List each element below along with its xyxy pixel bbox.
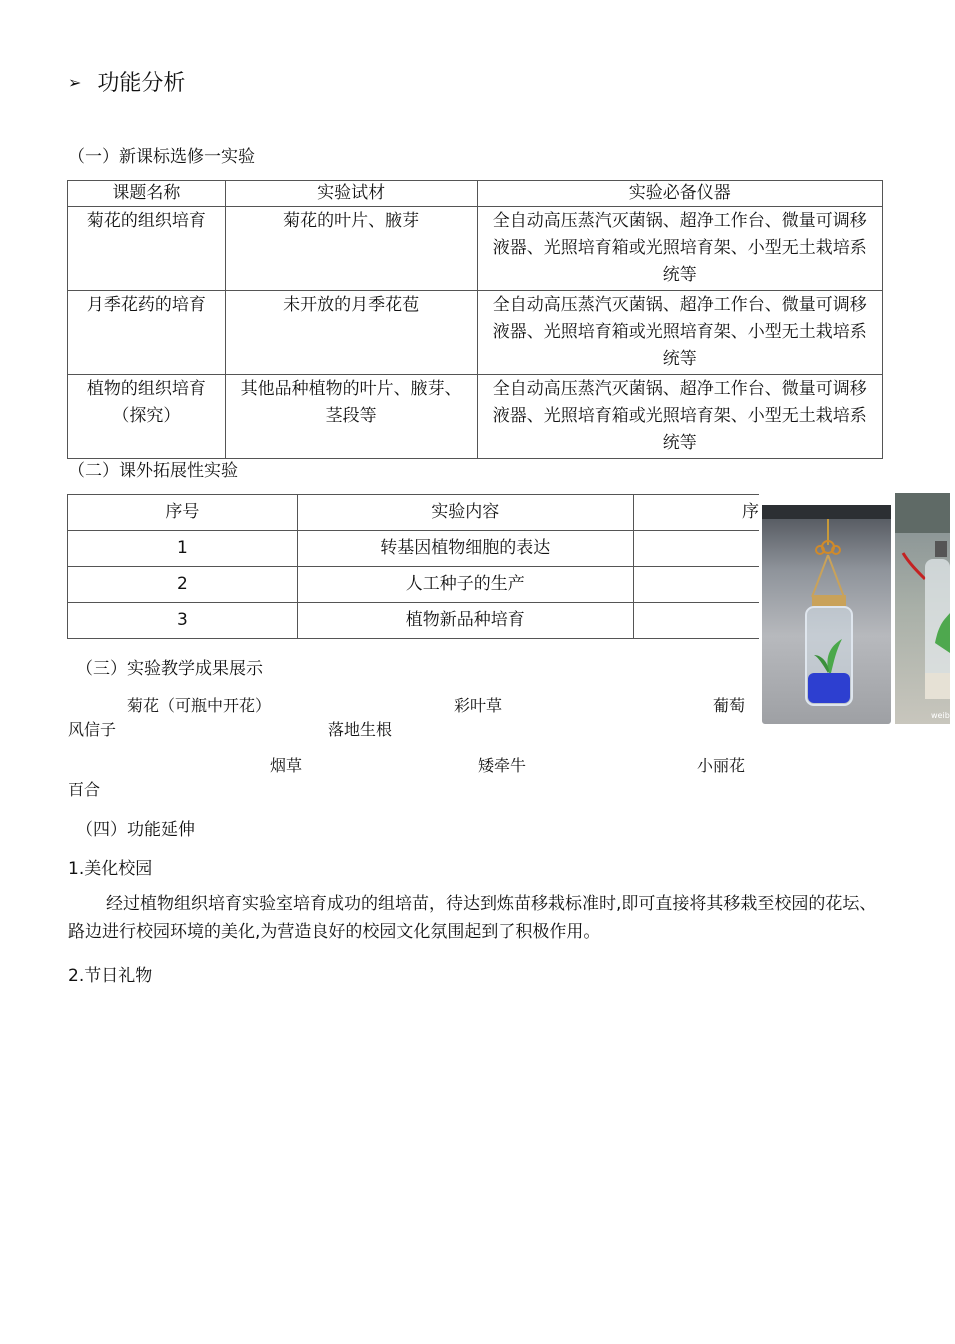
arrow-bullet-icon: ➢ xyxy=(68,73,82,92)
item1-paragraph: 经过植物组织培育实验室培育成功的组培苗，待达到炼苗移栽标准时,即可直接将其移栽至校园的花坛、路边进行校园环境的美化,为营造良好的校园文化氛围起到了积极作用。 xyxy=(68,894,877,942)
topic-cell: 菊花的组织培育 xyxy=(68,207,226,291)
material-cell: 其他品种植物的叶片、腋芽、茎段等 xyxy=(225,375,477,459)
material-cell: 菊花的叶片、腋芽 xyxy=(225,207,477,291)
terrarium-photo xyxy=(895,493,955,724)
instrument-cell: 全自动高压蒸汽灭菌锅、超净工作台、微量可调移液器、光照培育箱或光照培育架、小型无土栽培系统等 xyxy=(477,207,882,291)
topic-cell: 月季花药的培育 xyxy=(68,291,226,375)
topic-cell: 植物的组织培育（探究） xyxy=(68,375,226,459)
section4-heading: （四）功能延伸 xyxy=(76,820,195,840)
instrument-cell: 全自动高压蒸汽灭菌锅、超净工作台、微量可调移液器、光照培育箱或光照培育架、小型无土栽培系统等 xyxy=(477,375,882,459)
content-cell: 转基因植物细胞的表达 xyxy=(297,531,633,567)
caption-dahlia: 小丽花 xyxy=(697,756,746,775)
empty-cell xyxy=(633,603,759,639)
header-cell: 实验必备仪器 xyxy=(477,181,882,207)
content-cell: 植物新品种培育 xyxy=(297,603,633,639)
table-row xyxy=(68,531,760,567)
index-cell: 2 xyxy=(68,567,298,603)
header-cell: 实验内容 xyxy=(297,495,633,531)
table-header-row xyxy=(68,181,883,207)
table-row xyxy=(68,291,883,375)
table-row xyxy=(68,375,883,459)
caption-coleus: 彩叶草 xyxy=(454,696,503,715)
table-row xyxy=(68,603,760,639)
header-cell: 序号 xyxy=(68,495,298,531)
index-cell: 1 xyxy=(68,531,298,567)
caption-lily: 百合 xyxy=(68,780,101,799)
table-row xyxy=(68,207,883,291)
empty-cell xyxy=(633,531,759,567)
course-experiment-table xyxy=(67,180,883,459)
section3-heading: （三）实验教学成果展示 xyxy=(76,659,263,679)
empty-cell xyxy=(633,567,759,603)
terrarium-photo xyxy=(762,505,891,724)
page-title: ➢ 功能分析 xyxy=(68,71,186,96)
table-row xyxy=(68,567,760,603)
index-cell: 3 xyxy=(68,603,298,639)
caption-tobacco: 烟草 xyxy=(270,756,303,775)
caption-hyacinth: 风信子 xyxy=(68,720,117,739)
extension-experiment-table xyxy=(67,494,759,639)
bottle-terrarium-image xyxy=(762,505,891,724)
material-cell: 未开放的月季花苞 xyxy=(225,291,477,375)
caption-kalanchoe: 落地生根 xyxy=(328,720,393,739)
caption-petunia: 矮牵牛 xyxy=(478,756,527,775)
instrument-cell: 全自动高压蒸汽灭菌锅、超净工作台、微量可调移液器、光照培育箱或光照培育架、小型无土栽培系统等 xyxy=(477,291,882,375)
item1-title: 1.美化校园 xyxy=(68,859,153,879)
caption-chrysanthemum: 菊花（可瓶中开花） xyxy=(127,696,272,715)
section1-heading: （一）新课标选修一实验 xyxy=(68,147,255,167)
section2-heading: （二）课外拓展性实验 xyxy=(68,461,238,481)
content-cell: 人工种子的生产 xyxy=(297,567,633,603)
header-cell: 课题名称 xyxy=(68,181,226,207)
caption-grape: 葡萄 xyxy=(713,696,746,715)
photo-watermark: weibo xyxy=(931,711,955,720)
header-cell: 序 xyxy=(633,495,759,531)
item2-title: 2.节日礼物 xyxy=(68,966,153,986)
header-cell: 实验试材 xyxy=(225,181,477,207)
table-header-row xyxy=(68,495,760,531)
bottle-terrarium-image xyxy=(895,493,950,724)
